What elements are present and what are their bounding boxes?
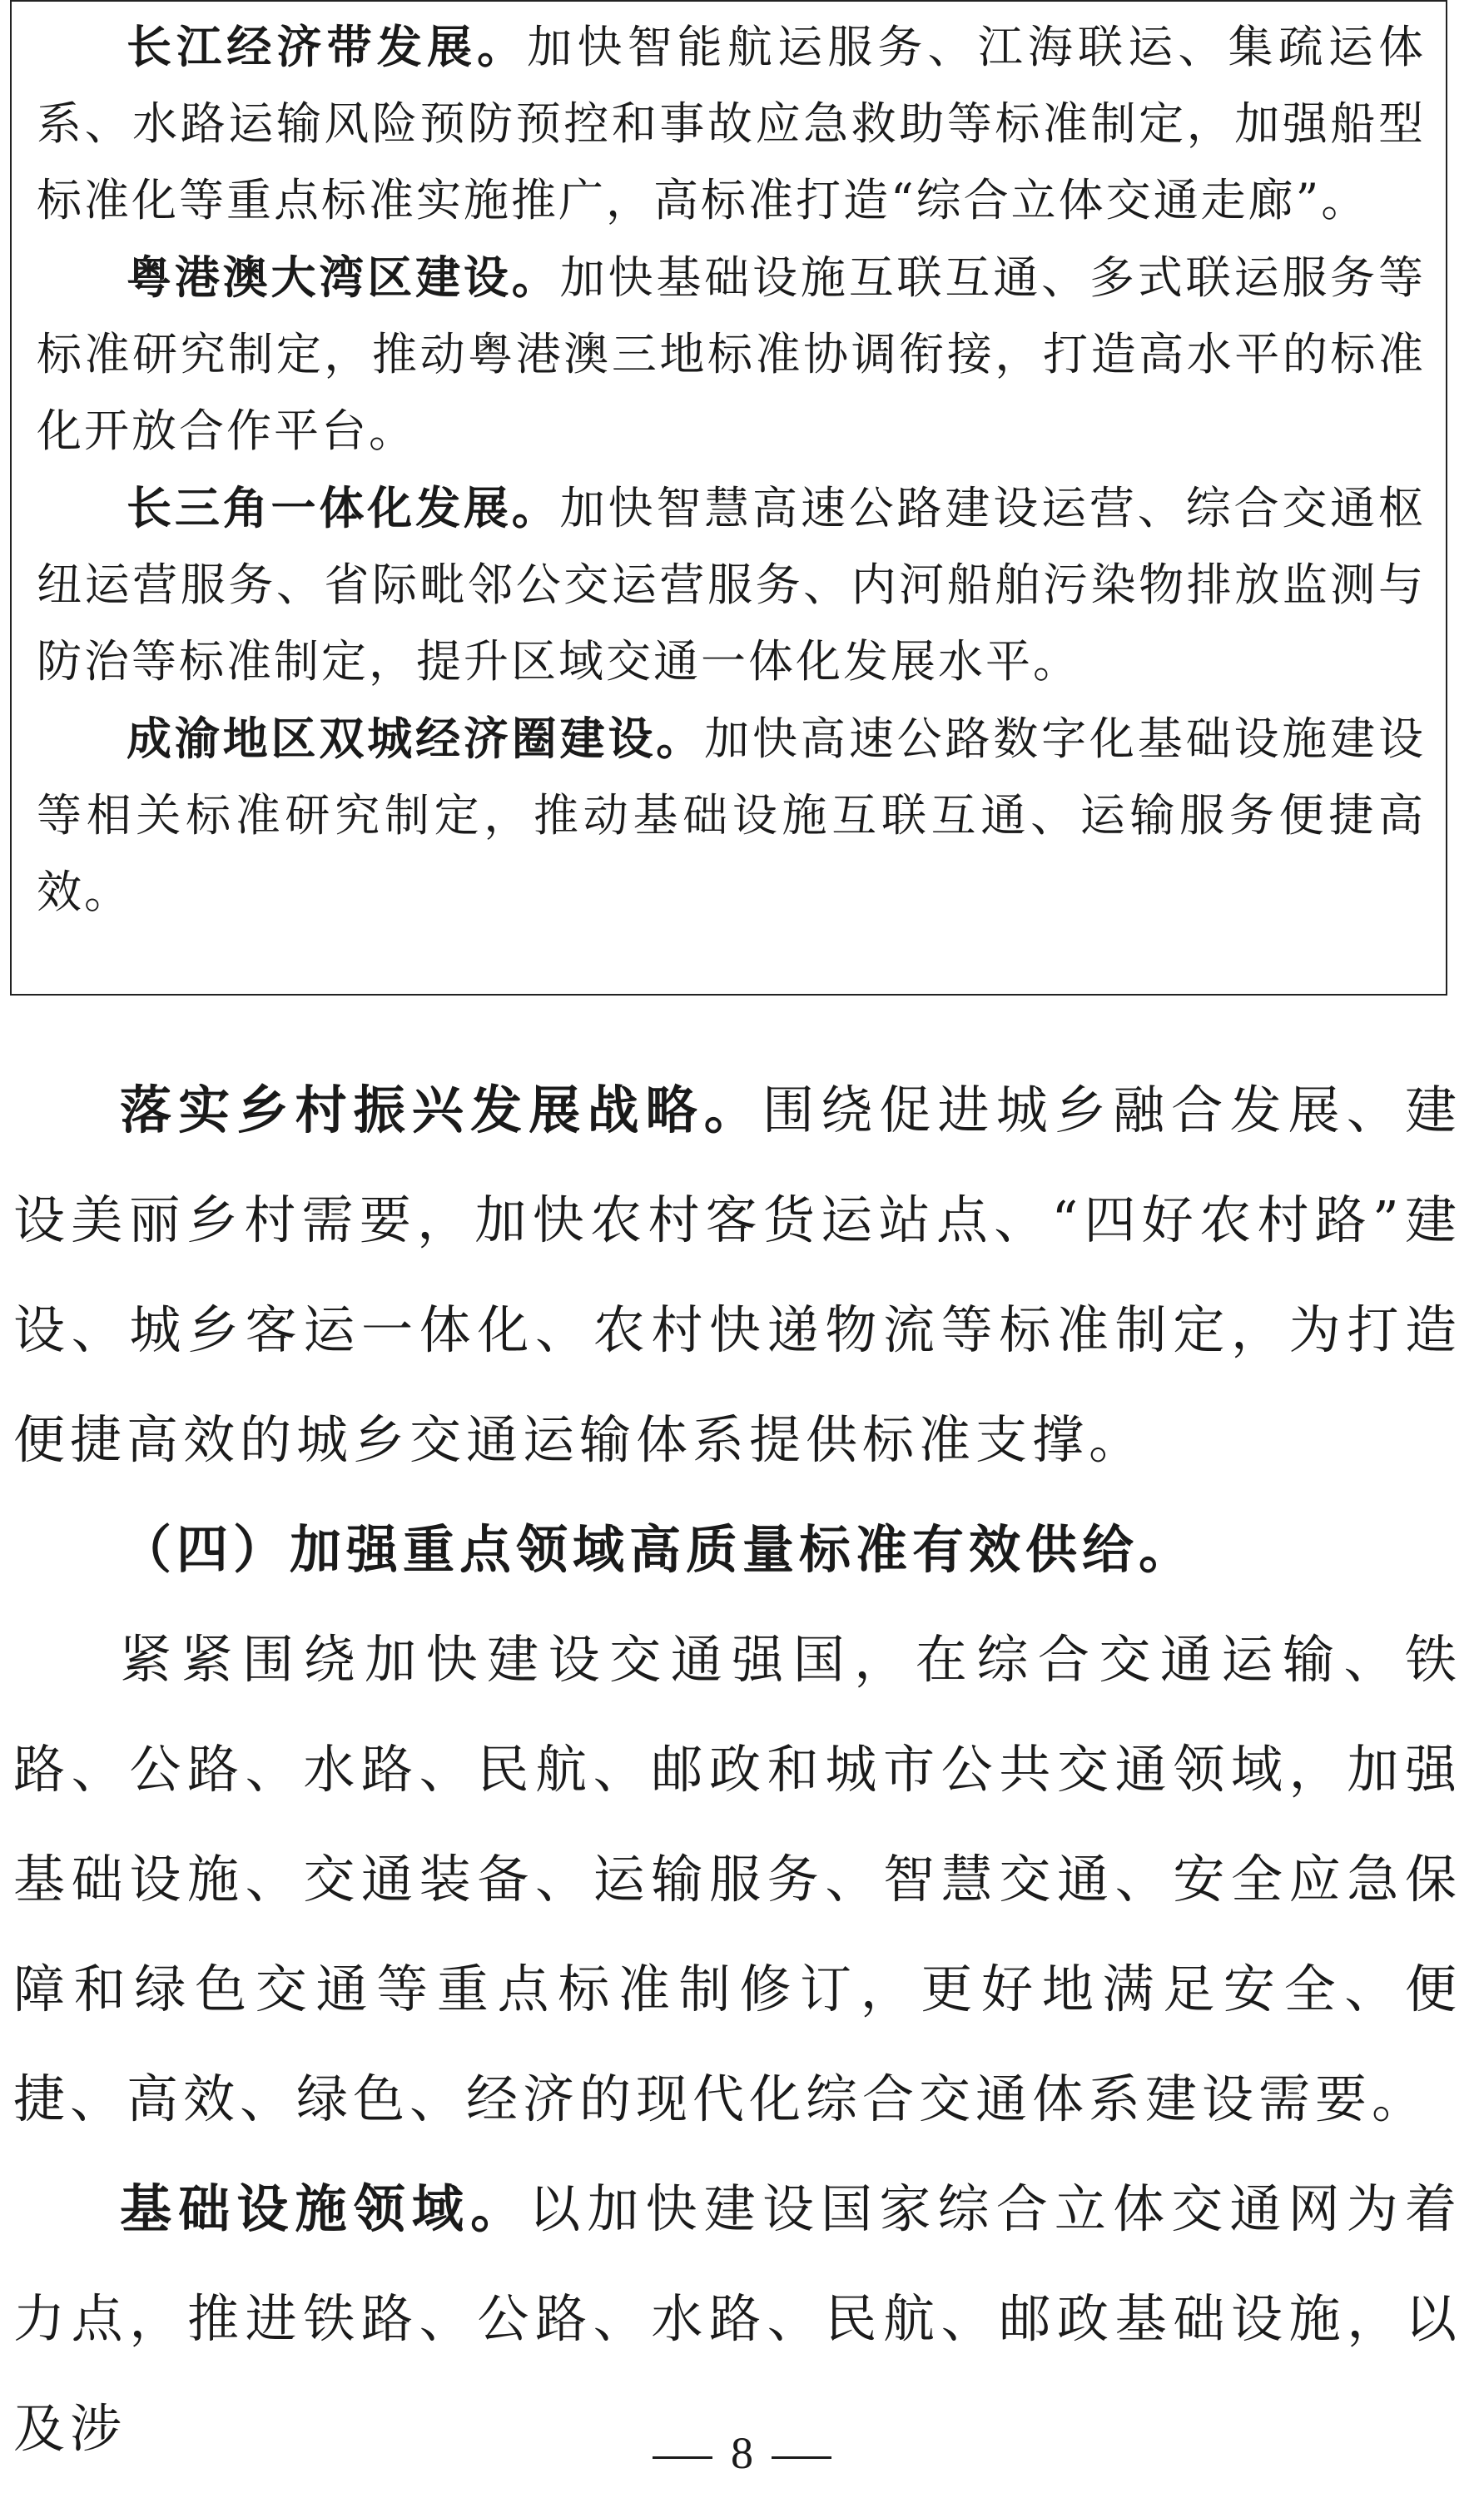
yangtze-text: 加快智能航运服务、江海联运、集疏运体系、水路运输风险预防预控和事故应急救助等标准制定，加强船型标准化等重点标准实施推广，高标准打造“综合立体交通走廊”。	[37, 21, 1426, 226]
section-body: 紧紧围绕加快建设交通强国，在综合交通运输、铁路、公路、水路、民航、邮政和城市公共交通领域，加强基础设施、交通装备、运输服务、智慧交通、安全应急保障和绿色交通等重点标准制修订，更好地满足安全、便捷、高效、绿色、经济的现代化综合交通体系建设需要。	[13, 1629, 1462, 2129]
greater-bay-text: 加快基础设施互联互通、多式联运服务等标准研究制定，推动粤港澳三地标准协调衔接，打造高水平的标准化开放合作平台。	[37, 251, 1427, 457]
section-heading: （四）加强重点领域高质量标准有效供给。	[120, 1519, 1196, 1580]
footer-dash-left	[653, 2456, 712, 2459]
chengyu-paragraph	[37, 700, 1426, 931]
chengyu-lead: 成渝地区双城经济圈建设。	[127, 712, 705, 765]
rural-lead: 落实乡村振兴发展战略。	[120, 1080, 762, 1140]
rural-text: 围绕促进城乡融合发展、建设美丽乡村需要，加快农村客货运站点、“四好农村路”建设、城乡客运一体化、农村快递物流等标准制定，为打造便捷高效的城乡交通运输体系提供标准支撑。	[13, 1080, 1462, 1470]
yangtze-delta-text: 加快智慧高速公路建设运营、综合交通枢纽运营服务、省际毗邻公交运营服务、内河船舶污染物排放监测与防治等标准制定，提升区域交通一体化发展水平。	[37, 482, 1427, 688]
rural-paragraph	[13, 1055, 1462, 1495]
greater-bay-paragraph	[37, 239, 1426, 469]
highlight-box	[10, 0, 1447, 996]
yangtze-delta-paragraph	[37, 469, 1426, 700]
footer-dash-right	[772, 2456, 831, 2459]
yangtze-delta-lead: 长三角一体化发展。	[127, 481, 560, 534]
main-body	[13, 1055, 1462, 2484]
yangtze-paragraph	[37, 8, 1426, 239]
page-number: 8	[731, 2428, 753, 2478]
yangtze-lead: 长江经济带发展。	[127, 20, 528, 73]
greater-bay-lead: 粤港澳大湾区建设。	[127, 251, 560, 304]
infrastructure-lead: 基础设施领域。	[120, 2178, 529, 2239]
chengyu-text: 加快高速公路数字化基础设施建设等相关标准研究制定，推动基础设施互联互通、运输服务便捷高效。	[37, 713, 1427, 918]
page-footer	[0, 2424, 1484, 2482]
infrastructure-text: 以加快建设国家综合立体交通网为着力点，推进铁路、公路、水路、民航、邮政基础设施，以及涉	[13, 2178, 1462, 2459]
